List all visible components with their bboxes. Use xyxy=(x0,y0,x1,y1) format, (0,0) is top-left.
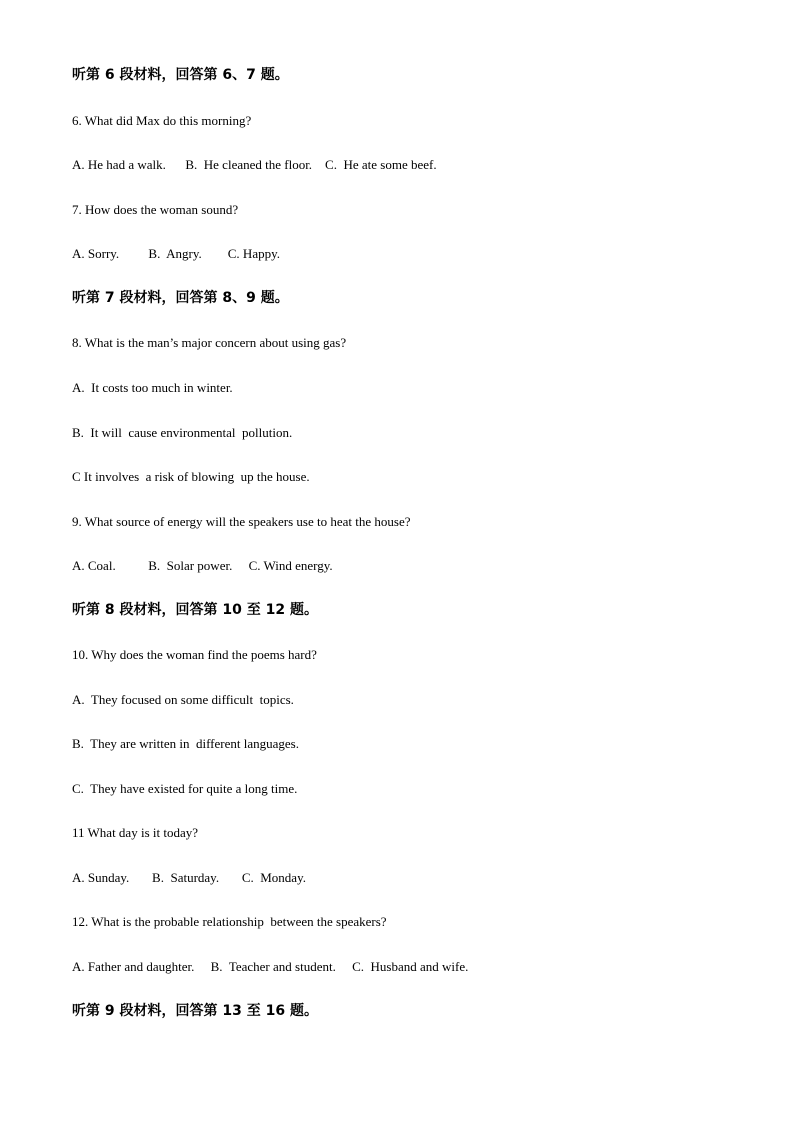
question-11-options: A. Sunday. B. Saturday. C. Monday. xyxy=(72,870,306,885)
question-7: 7. How does the woman sound? xyxy=(72,202,239,217)
question-8-option-c: C It involves a risk of blowing up the house. xyxy=(72,469,310,484)
question-10-option-a: A. They focused on some difficult topics. xyxy=(72,692,294,707)
question-8-option-a: A. It costs too much in winter. xyxy=(72,380,233,395)
section-heading-6: 听第 6 段材料，回答第 6、7 题。 xyxy=(72,67,289,83)
question-10: 10. Why does the woman find the poems hard? xyxy=(72,647,317,662)
section-heading-9: 听第 9 段材料，回答第 13 至 16 题。 xyxy=(72,1003,318,1019)
question-12: 12. What is the probable relationship between the speakers? xyxy=(72,914,387,929)
question-8-option-b: B. It will cause environmental pollution. xyxy=(72,425,293,440)
question-10-option-b: B. They are written in different languages. xyxy=(72,736,299,751)
question-12-options: A. Father and daughter. B. Teacher and student. C. Husband and wife. xyxy=(72,959,469,974)
question-6: 6. What did Max do this morning? xyxy=(72,113,252,128)
question-9: 9. What source of energy will the speakers use to heat the house? xyxy=(72,514,411,529)
question-10-option-c: C. They have existed for quite a long time. xyxy=(72,781,298,796)
question-8: 8. What is the man’s major concern about using gas? xyxy=(72,335,347,350)
question-6-options: A. He had a walk. B. He cleaned the floor. C. He ate some beef. xyxy=(72,157,437,172)
question-11: 11 What day is it today? xyxy=(72,825,199,840)
question-7-options: A. Sorry. B. Angry. C. Happy. xyxy=(72,246,280,261)
question-9-options: A. Coal. B. Solar power. C. Wind energy. xyxy=(72,558,333,573)
section-heading-8: 听第 8 段材料，回答第 10 至 12 题。 xyxy=(72,602,318,618)
section-heading-7: 听第 7 段材料，回答第 8、9 题。 xyxy=(72,290,289,306)
